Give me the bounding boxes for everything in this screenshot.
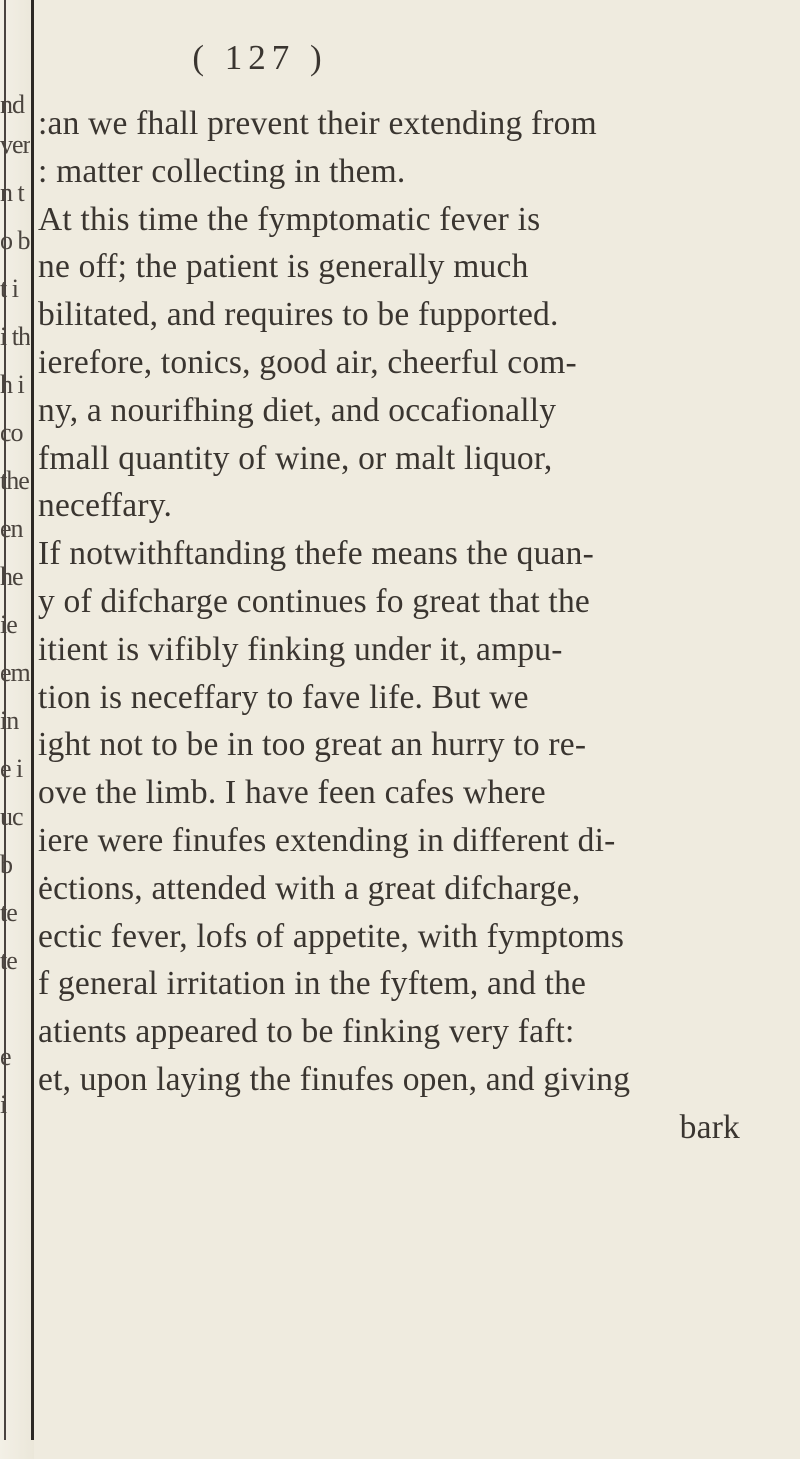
margin-fragment: ver (0, 130, 30, 159)
margin-fragment: h i (0, 370, 24, 399)
margin-fragment: te (0, 898, 17, 927)
text-line: :an we fhall prevent their extending from (38, 105, 597, 142)
catchword: bark (679, 1108, 740, 1146)
text-line: ove the limb. I have feen cafes where (38, 774, 546, 812)
page-number-header: ( 127 ) (192, 38, 328, 77)
text-line: ierefore, tonics, good air, cheerful com- (38, 343, 577, 381)
text-line: ny, a nourifhing diet, and occafionally (38, 391, 557, 429)
margin-fragment: en (0, 514, 23, 543)
text-line: ectic fever, lofs of appetite, with fymptoms (38, 917, 625, 955)
margin-fragment: b (0, 850, 12, 879)
margin-fragment: i th (0, 322, 30, 351)
margin-fragment: he (0, 562, 23, 591)
body-text (38, 100, 798, 1152)
margin-fragment: in (0, 706, 19, 735)
margin-fragment: e (0, 1042, 11, 1071)
margin-fragment: the (0, 466, 29, 495)
text-line: If notwithftanding thefe means the quan- (38, 535, 594, 573)
margin-fragment: n t (0, 178, 24, 207)
margin-fragment: ie (0, 610, 17, 639)
text-line: fmall quantity of wine, or malt liquor, (38, 439, 553, 477)
margin-fragment: nd (0, 90, 24, 119)
margin-fragment: i (0, 1090, 7, 1119)
text-line: iere were finufes extending in different di- (38, 821, 616, 859)
margin-fragment: uc (0, 802, 23, 831)
page-gutter (0, 0, 34, 1459)
text-line: At this time the fymptomatic fever is (38, 200, 541, 238)
text-line: ight not to be in too great an hurry to re- (38, 726, 587, 764)
text-line: ne off; the patient is generally much (38, 248, 529, 286)
text-line: ėctions, attended with a great difcharge, (38, 869, 581, 907)
text-line: bilitated, and requires to be fupported. (38, 296, 559, 334)
margin-fragment: t i (0, 274, 18, 303)
text-line: y of difcharge continues fo great that the (38, 582, 590, 620)
text-line: f general irritation in the fyftem, and the (38, 965, 587, 1003)
margin-fragment: em (0, 658, 30, 687)
gutter-fold-line (31, 0, 34, 1440)
margin-fragment: o b (0, 226, 30, 255)
text-line: et, upon laying the finufes open, and giving (38, 1060, 631, 1098)
margin-fragment: co (0, 418, 23, 447)
text-line: itient is vifibly finking under it, ampu- (38, 630, 563, 668)
text-line: neceffary. (38, 487, 173, 525)
text-line: atients appeared to be finking very faft: (38, 1013, 575, 1051)
margin-fragment: te (0, 946, 17, 975)
text-line: : matter collecting in them. (38, 152, 406, 190)
text-line: tion is neceffary to fave life. But we (38, 678, 529, 716)
margin-fragment: e i (0, 754, 23, 783)
